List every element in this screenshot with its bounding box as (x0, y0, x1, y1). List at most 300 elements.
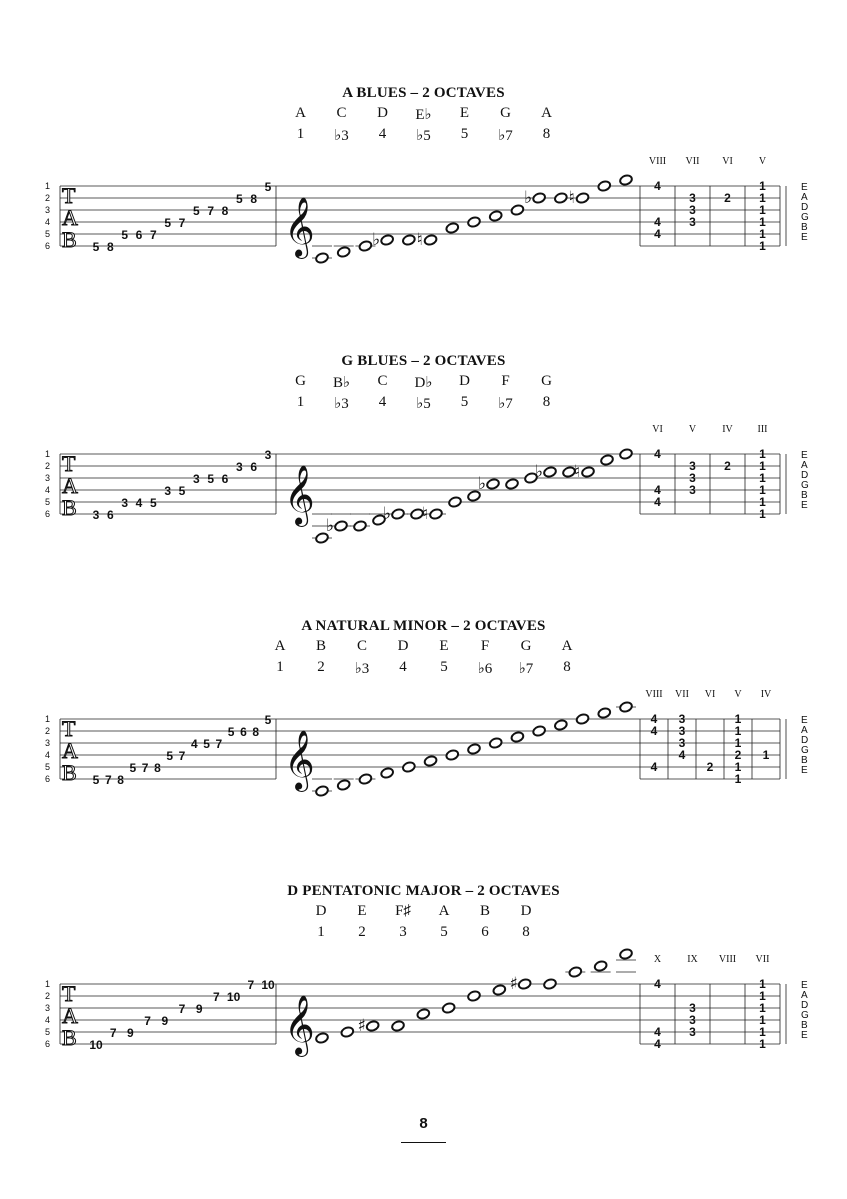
tab-fret-number: 8 (117, 773, 124, 787)
tuning-note: B (801, 490, 808, 501)
finger-number: 4 (678, 748, 686, 762)
finger-number: 2 (724, 459, 731, 473)
finger-number: 4 (654, 1025, 661, 1039)
tuning-note: E (801, 500, 808, 511)
whole-note (554, 719, 568, 731)
finger-number: 4 (650, 760, 658, 774)
finger-number: 1 (759, 1001, 766, 1015)
finger-number: 2 (734, 748, 742, 762)
tuning-note: D (801, 202, 809, 213)
note-name: G (500, 105, 511, 121)
tuning-note: G (801, 1010, 809, 1021)
tab-letter: A (62, 205, 78, 230)
note-name: F (480, 638, 490, 654)
tab-fret-number: 5 (178, 484, 186, 498)
notation-system (0, 883, 847, 1123)
interval: ♭3 (334, 396, 349, 412)
string-number: 1 (45, 714, 51, 724)
tab-fret-number: 5 (164, 216, 172, 230)
tab-fret-number: 8 (221, 204, 229, 218)
whole-note (486, 478, 500, 490)
tuning-note: B (801, 222, 808, 233)
tab-fret-number: 3 (235, 460, 243, 474)
fret-position-label: VI (722, 156, 733, 167)
tab-fret-number: 7 (247, 978, 255, 992)
whole-note (532, 192, 546, 204)
finger-number: 4 (654, 227, 661, 241)
finger-number: 1 (759, 239, 766, 253)
whole-note (442, 1002, 456, 1014)
interval: ♭7 (498, 396, 513, 412)
finger-number: 3 (678, 712, 686, 726)
string-number: 5 (45, 1027, 51, 1037)
interval: 1 (276, 659, 284, 675)
accidental: ♮ (421, 504, 429, 524)
whole-note (581, 466, 595, 478)
whole-note (518, 978, 532, 990)
whole-note (380, 234, 394, 246)
finger-number: 1 (759, 495, 766, 509)
tuning-note: E (801, 450, 808, 461)
note-name: B (479, 903, 490, 919)
tab-letter: T (62, 183, 76, 208)
whole-note (510, 204, 524, 216)
fret-position-label: IV (760, 689, 772, 700)
fret-position-label: III (757, 424, 768, 435)
fret-position-label: VI (704, 689, 716, 700)
whole-note (554, 192, 568, 204)
whole-note (619, 701, 633, 713)
whole-note (380, 767, 394, 779)
whole-note (366, 1020, 380, 1032)
tuning-note: D (801, 470, 809, 481)
interval: 2 (317, 659, 325, 675)
string-number: 6 (45, 241, 51, 251)
whole-note (353, 520, 367, 532)
treble-clef: 𝄞 (284, 995, 315, 1055)
note-name: C (356, 638, 367, 654)
scale-title: D PENTATONIC MAJOR – 2 OCTAVES (287, 883, 560, 899)
finger-number: 1 (734, 772, 742, 786)
whole-note (340, 1026, 354, 1038)
fret-position-label: VII (685, 156, 700, 167)
note-name: B (315, 638, 326, 654)
finger-number: 3 (689, 1013, 696, 1027)
tab-letter: T (62, 716, 76, 741)
string-number: 6 (45, 774, 51, 784)
finger-number: 1 (759, 1013, 766, 1027)
tab-fret-number: 5 (207, 472, 215, 486)
string-number: 4 (45, 1015, 51, 1025)
tuning-note: B (801, 1020, 808, 1031)
whole-note (448, 496, 462, 508)
tab-fret-number: 5 (121, 228, 129, 242)
string-number: 2 (45, 726, 51, 736)
fret-position-label: X (653, 954, 662, 965)
finger-number: 4 (654, 483, 661, 497)
tab-fret-number: 5 (203, 737, 210, 751)
whole-note (489, 210, 503, 222)
string-number: 3 (45, 205, 51, 215)
tab-letter: B (62, 1025, 77, 1050)
finger-number: 1 (759, 1025, 766, 1039)
interval: 4 (378, 126, 387, 142)
interval: ♭7 (518, 661, 534, 677)
accidental: ♭ (382, 504, 392, 524)
finger-number: 1 (759, 989, 766, 1003)
tab-fret-number: 8 (106, 240, 114, 254)
whole-note (445, 222, 459, 234)
finger-number: 2 (724, 191, 731, 205)
tab-fret-number: 7 (207, 204, 215, 218)
string-number: 3 (45, 1003, 51, 1013)
interval: 1 (296, 126, 305, 142)
interval: 5 (460, 126, 469, 142)
finger-number: 4 (654, 447, 661, 461)
note-name: D (377, 105, 388, 121)
tuning-note: E (801, 182, 808, 193)
treble-clef: 𝄞 (284, 465, 315, 525)
tab-fret-number: 3 (264, 448, 272, 462)
tuning-note: G (801, 745, 809, 756)
tab-fret-number: 6 (240, 725, 247, 739)
fret-position-label: V (758, 156, 767, 167)
tab-fret-number: 8 (252, 725, 260, 739)
scale-title: G BLUES – 2 OCTAVES (341, 353, 506, 369)
finger-number: 1 (734, 736, 742, 750)
tuning-note: E (801, 980, 808, 991)
whole-note (505, 478, 519, 490)
tab-fret-number: 5 (92, 240, 100, 254)
fret-position-label: IV (722, 424, 733, 435)
note-name: D♭ (414, 375, 433, 391)
whole-note (429, 508, 443, 520)
interval: 8 (522, 924, 530, 940)
finger-number: 1 (759, 215, 766, 229)
whole-note (315, 785, 329, 797)
string-number: 4 (45, 485, 51, 495)
fret-position-label: VII (675, 689, 689, 700)
finger-number: 1 (759, 227, 766, 241)
finger-number: 1 (759, 471, 766, 485)
tab-fret-number: 5 (264, 180, 272, 194)
interval: ♭3 (334, 128, 349, 144)
note-name: G (295, 373, 306, 389)
finger-number: 2 (706, 760, 714, 774)
accidental: ♭ (524, 188, 533, 208)
tab-letter: T (62, 451, 76, 476)
finger-number: 4 (650, 724, 658, 738)
interval: 8 (563, 659, 571, 675)
note-name: F (501, 373, 510, 389)
tab-letter: B (62, 760, 77, 785)
tab-fret-number: 7 (141, 761, 149, 775)
treble-clef: 𝄞 (284, 197, 315, 257)
note-name: D (459, 373, 470, 389)
whole-note (337, 246, 351, 258)
tab-fret-number: 7 (104, 773, 112, 787)
note-name: C (336, 105, 347, 121)
tuning-note: A (801, 460, 808, 471)
interval: 1 (296, 394, 305, 410)
page-number: 8 (419, 1115, 428, 1132)
interval: 2 (358, 924, 366, 940)
tab-fret-number: 10 (261, 978, 275, 992)
whole-note (619, 948, 633, 960)
finger-number: 1 (759, 203, 766, 217)
note-name: G (520, 638, 532, 654)
interval: ♭6 (477, 661, 493, 677)
fret-position-label: VI (652, 424, 663, 435)
interval: ♭7 (498, 128, 513, 144)
accidental: ♮ (573, 462, 581, 482)
whole-note (543, 466, 557, 478)
tab-fret-number: 5 (129, 761, 137, 775)
tab-fret-number: 3 (164, 484, 172, 498)
tab-fret-number: 5 (149, 496, 157, 510)
tab-letter: B (62, 227, 77, 252)
string-number: 6 (45, 509, 51, 519)
finger-number: 3 (689, 483, 696, 497)
tab-letter: A (62, 738, 78, 763)
interval: 5 (460, 394, 469, 410)
tuning-note: G (801, 480, 809, 491)
finger-number: 3 (689, 215, 696, 229)
interval: ♭5 (416, 128, 431, 144)
tab-fret-number: 7 (178, 1002, 186, 1016)
note-name: C (377, 373, 388, 389)
string-number: 1 (45, 181, 51, 191)
accidental: ♮ (416, 230, 423, 250)
whole-note (467, 743, 481, 755)
interval: 1 (317, 924, 325, 940)
note-name: D (315, 903, 327, 919)
tab-fret-number: 9 (161, 1014, 169, 1028)
finger-number: 3 (689, 1025, 696, 1039)
tuning-note: E (801, 715, 808, 726)
whole-note (597, 180, 611, 192)
tuning-note: E (801, 1030, 808, 1041)
whole-note (423, 234, 437, 246)
whole-note (489, 737, 503, 749)
interval: 8 (542, 394, 551, 410)
tab-fret-number: 8 (154, 761, 161, 775)
string-number: 5 (45, 497, 51, 507)
finger-number: 3 (689, 1001, 696, 1015)
finger-number: 4 (654, 977, 661, 991)
tab-fret-number: 3 (192, 472, 200, 486)
accidental: ♭ (534, 462, 544, 482)
tuning-note: D (801, 1000, 809, 1011)
notation-system (0, 353, 847, 593)
tab-fret-number: 6 (250, 460, 258, 474)
tab-fret-number: 9 (127, 1026, 134, 1040)
tab-fret-number: 8 (250, 192, 258, 206)
finger-number: 1 (734, 760, 742, 774)
fret-position-label: VII (755, 954, 770, 965)
interval: 4 (378, 394, 387, 410)
tab-fret-number: 7 (215, 737, 223, 751)
accidental: ♭ (477, 474, 487, 494)
whole-note (391, 508, 405, 520)
note-name: E (459, 105, 470, 121)
whole-note (358, 240, 372, 252)
tab-fret-number: 7 (213, 990, 220, 1004)
string-number: 3 (45, 738, 51, 748)
fret-position-label: VIII (645, 689, 663, 700)
finger-number: 4 (650, 712, 658, 726)
note-name: D (397, 638, 409, 654)
finger-number: 1 (762, 748, 770, 762)
whole-note (619, 448, 633, 460)
tab-fret-number: 5 (166, 749, 174, 763)
tab-fret-number: 5 (264, 713, 272, 727)
tab-fret-number: 10 (226, 990, 241, 1004)
tuning-note: G (801, 212, 809, 223)
whole-note (337, 779, 351, 791)
finger-number: 1 (759, 483, 766, 497)
whole-note (402, 234, 416, 246)
tuning-note: A (801, 192, 808, 203)
finger-number: 3 (678, 736, 686, 750)
whole-note (575, 192, 589, 204)
tab-fret-number: 5 (227, 725, 235, 739)
string-number: 4 (45, 750, 51, 760)
string-number: 2 (45, 193, 51, 203)
finger-number: 1 (759, 459, 766, 473)
note-name: D (520, 903, 532, 919)
fret-position-label: IX (687, 954, 698, 965)
finger-number: 1 (759, 179, 766, 193)
tuning-note: E (801, 765, 808, 776)
note-name: A (295, 105, 306, 121)
note-name: A (561, 638, 573, 654)
whole-note (492, 984, 506, 996)
finger-number: 3 (689, 203, 696, 217)
interval: 4 (399, 659, 407, 675)
tab-fret-number: 3 (121, 496, 129, 510)
finger-number: 1 (759, 977, 766, 991)
tab-fret-number: 7 (178, 749, 186, 763)
note-name: A (274, 638, 286, 654)
interval: ♭5 (416, 396, 431, 412)
whole-note (391, 1020, 405, 1032)
whole-note (568, 966, 582, 978)
tab-fret-number: 5 (92, 773, 100, 787)
tab-fret-number: 5 (192, 204, 200, 218)
note-name: A (541, 105, 552, 121)
tuning-note: A (801, 725, 808, 736)
tab-fret-number: 10 (89, 1038, 103, 1052)
notation-system (0, 85, 847, 325)
accidental: ♭ (325, 516, 335, 536)
finger-number: 4 (654, 1037, 661, 1051)
fret-position-label: VIII (648, 156, 667, 167)
note-name: B♭ (332, 375, 351, 391)
tab-fret-number: 6 (106, 508, 114, 522)
scale-title: A BLUES – 2 OCTAVES (342, 85, 505, 101)
whole-note (594, 960, 608, 972)
tab-fret-number: 7 (149, 228, 157, 242)
string-number: 2 (45, 991, 51, 1001)
whole-note (445, 749, 459, 761)
tab-fret-number: 7 (109, 1026, 117, 1040)
scale-section (0, 85, 847, 325)
string-number: 1 (45, 979, 51, 989)
finger-number: 1 (759, 191, 766, 205)
treble-clef: 𝄞 (284, 730, 315, 790)
note-name: E (357, 903, 367, 919)
fret-position-label: VIII (718, 954, 737, 965)
accidental: ♮ (568, 188, 575, 208)
interval: 5 (440, 659, 448, 675)
whole-note (402, 761, 416, 773)
finger-number: 1 (734, 712, 742, 726)
scale-section (0, 353, 847, 593)
finger-number: 3 (689, 459, 696, 473)
interval: 3 (399, 924, 407, 940)
whole-note (423, 755, 437, 767)
tuning-note: B (801, 755, 808, 766)
tuning-note: D (801, 735, 809, 746)
whole-note (315, 1032, 329, 1044)
scale-section (0, 883, 847, 1123)
string-number: 6 (45, 1039, 51, 1049)
whole-note (416, 1008, 430, 1020)
tuning-note: E (801, 232, 808, 243)
finger-number: 3 (689, 471, 696, 485)
page-number-rule (401, 1142, 446, 1143)
whole-note (467, 216, 481, 228)
finger-number: 1 (759, 447, 766, 461)
tab-fret-number: 4 (135, 496, 143, 510)
tab-fret-number: 4 (190, 737, 198, 751)
whole-note (600, 454, 614, 466)
tab-fret-number: 5 (235, 192, 243, 206)
scale-title: A NATURAL MINOR – 2 OCTAVES (301, 618, 546, 634)
tab-fret-number: 9 (195, 1002, 203, 1016)
whole-note (597, 707, 611, 719)
string-number: 5 (45, 229, 51, 239)
finger-number: 4 (654, 495, 661, 509)
finger-number: 1 (759, 507, 766, 521)
note-name: F♯ (395, 903, 411, 919)
note-name: E♭ (415, 107, 432, 123)
whole-note (543, 978, 557, 990)
interval: 6 (481, 924, 489, 940)
note-name: E (439, 638, 449, 654)
tab-fret-number: 6 (221, 472, 229, 486)
tab-letter: A (62, 1003, 78, 1028)
finger-number: 3 (678, 724, 686, 738)
tab-fret-number: 3 (92, 508, 100, 522)
finger-number: 1 (759, 1037, 766, 1051)
scale-section (0, 618, 847, 858)
interval: 8 (542, 126, 551, 142)
tab-fret-number: 6 (135, 228, 143, 242)
whole-note (510, 731, 524, 743)
tab-letter: A (62, 473, 78, 498)
tab-fret-number: 7 (144, 1014, 151, 1028)
whole-note (358, 773, 372, 785)
whole-note (575, 713, 589, 725)
notation-system (0, 618, 847, 858)
tuning-note: A (801, 990, 808, 1001)
finger-number: 4 (654, 215, 661, 229)
note-name: A (438, 903, 450, 919)
tab-letter: B (62, 495, 77, 520)
whole-note (619, 174, 633, 186)
